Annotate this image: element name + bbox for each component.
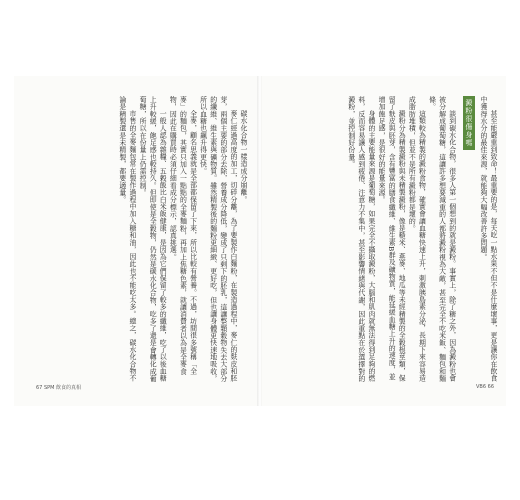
left-page-text xyxy=(34,96,248,382)
right-paragraph-3: 澱粉分為精製澱粉與未精製澱粉，像是糙米、燕麥、地瓜等未經精製的全穀根莖類，保留了麩皮與胚芽，含有豐富的膳食纖維、維生素B群及礦物質，能延緩血糖上升的速度，並增加飽足感，是很好的能量來源。 xyxy=(377,96,406,382)
left-paragraph-5: 市售的全麥麵包常在製作過程中加入糖和油，因此也不能吃太多。總之，碳水化合物不論是精製還是未精製，都要適量。 xyxy=(117,96,136,382)
left-page xyxy=(14,76,258,406)
right-paragraph-2: 這類較為精製的澱粉食物，確實會讓血糖快速上升，刺激胰島素分泌，長期下來容易造成脂肪堆積，但並不是所有澱粉都是壞的。 xyxy=(407,96,426,382)
right-intro-paragraph: 甚至能嚴重到致命！最重要的是，每天吃一點水果不但不是什麼壞事，更是讓你在飲食中獲得水分的最佳來源，就能夠大幅改善許多問題。 xyxy=(478,96,497,382)
right-paragraph-4: 身體的主要能量來源是葡萄糖，如果完全不攝取澱粉，大腦和肌肉就無法得到足夠的燃料，反而容易讓人感到疲倦、注意力不集中，甚至影響情緒與代謝，因此重點在於選擇對的澱粉，並控制好份量。 xyxy=(346,96,375,382)
section-heading: 澱粉很傷身嗎 xyxy=(463,96,475,150)
left-paragraph-2: 麥仁經過高度的加工，切碎分離，為了要製作白麵粉，在製造過程中，麥仁的麩皮和胚芽，兩個主要的部分去除，營養成分降低，變成了只剩下的胚乳，這讓整顆穀物失去大部分的纖維、維生素與礦物質。雖然精製後的麵粉更細緻、更好吃，但也讓身體更快速地吸收，所以血糖也飆升得更快。 xyxy=(198,96,237,382)
left-paragraph-1: 碳水化合物一樣造成分崩離。 xyxy=(239,109,247,203)
right-paragraph-1: 談到碳水化合物，很多人第一個想到的就是澱粉。事實上，除了糖之外，因為澱粉也會被分解成葡萄糖，這讓許多想要減重的人都將澱粉視為大敵，甚至完全不吃米飯、麵包和麵條。 xyxy=(427,96,456,382)
right-page-number: VB6 66 xyxy=(476,384,494,390)
left-paragraph-4: 一般人認為雜糧、五穀飯比白米飯健康，是因為它們保留了較多的纖維，吃了以後血糖上升較緩，飽足感也較持久。但即使是全穀物，仍然是碳水化合物，吃多了還是會轉化成葡萄糖，所以在份量上仍需控制。 xyxy=(138,96,167,382)
right-page xyxy=(262,76,506,406)
right-page-text xyxy=(270,96,498,382)
section-heading-wrap xyxy=(463,96,475,382)
left-page-number: 67 SPM 飲食的真相 xyxy=(36,385,82,391)
left-paragraph-3: 全麥，顧名思義就是全部都保留了下來，所以比較有營養。不過，坊間很多號稱「全麥」的麵包，其實只加入一點點的全麥麵粉，再加上焦糖色素，就讓消費者以為是全麥食物，因此在購買時必須仔細看成分標示，認真挑選。 xyxy=(168,96,197,375)
